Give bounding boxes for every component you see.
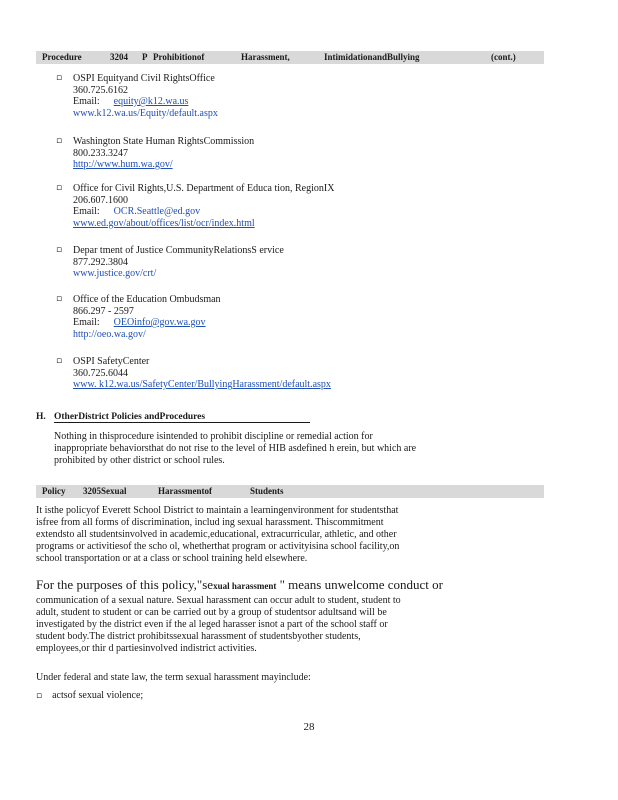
section-title: OtherDistrict Policies andProcedures bbox=[54, 412, 310, 423]
bullet-icon: ▫ bbox=[56, 245, 63, 255]
procedure-title-part: Harassment, bbox=[241, 52, 290, 62]
contact-name: Depar tment of Justice CommunityRelationsS ervice bbox=[73, 245, 284, 256]
paragraph-line: communication of a sexual nature. Sexual harassment can occur adult to student, student to bbox=[36, 595, 401, 606]
paragraph-line: Nothing in thisprocedure isintended to prohibit discipline or remedial action for bbox=[54, 431, 373, 442]
contact-name: Office for Civil Rights,U.S. Department of Educa tion, RegionIX bbox=[73, 183, 335, 194]
contact-phone: 800.233.3247 bbox=[73, 147, 128, 159]
procedure-cont: (cont.) bbox=[491, 52, 516, 62]
bullet-icon: ▫ bbox=[56, 73, 63, 83]
paragraph-line: prohibited by other district or school rules. bbox=[54, 455, 225, 466]
policy-header-bar bbox=[36, 485, 544, 498]
contact-name: Washington State Human RightsCommission bbox=[73, 136, 255, 147]
bullet-icon: ▫ bbox=[56, 136, 63, 146]
procedure-number: 3204 bbox=[110, 52, 128, 62]
email-link[interactable]: equity@k12.wa.us bbox=[113, 96, 189, 107]
contact-name: OSPI SafetyCenter bbox=[73, 356, 150, 367]
policy-paragraph bbox=[36, 505, 536, 565]
paragraph-line: investigated by the district even if the al leged harasser isnot a part of the school staff or bbox=[36, 619, 388, 630]
website-link[interactable]: http://www.hum.wa.gov/ bbox=[73, 159, 173, 170]
paragraph-line: extendsto all studentsinvolved in academic,educational, extracurricular, athletic, and other bbox=[36, 529, 397, 540]
paragraph-line: It isthe policyof Everett School District to maintain a learningenvironment for studentsthat bbox=[36, 505, 399, 516]
bullet-icon: ▫ bbox=[56, 183, 63, 193]
bullet-icon: ▫ bbox=[56, 294, 63, 304]
website-link[interactable]: www. k12.wa.us/SafetyCenter/BullyingHarassment/default.aspx bbox=[73, 379, 331, 390]
email-link[interactable]: OEOinfo@gov.wa.gov bbox=[113, 317, 206, 328]
contact-phone: 877.292.3804 bbox=[73, 256, 128, 268]
policy-paragraph-include bbox=[36, 672, 536, 684]
procedure-header-bar bbox=[36, 51, 544, 64]
contact-phone: 360.725.6044 bbox=[73, 367, 128, 379]
policy-definition-paragraph bbox=[36, 579, 536, 655]
definition-lead: For the purposes of this policy,"se bbox=[36, 577, 214, 592]
list-item bbox=[36, 690, 336, 702]
list-item-text: actsof sexual violence; bbox=[52, 690, 144, 701]
procedure-prefix: P bbox=[142, 52, 148, 62]
policy-label: Policy bbox=[42, 486, 66, 496]
email-label: Email: bbox=[73, 206, 100, 217]
page-number: 28 bbox=[303, 721, 315, 733]
email-link[interactable]: OCR.Seattle@ed.gov bbox=[113, 206, 201, 217]
policy-number: 3205Sexual bbox=[83, 486, 127, 496]
bullet-icon: ▫ bbox=[36, 691, 43, 701]
contact-name: OSPI Equityand Civil RightsOffice bbox=[73, 73, 215, 84]
paragraph-line: programs or activitiesof the scho ol, whetherthat program or activityisina school facility,on bbox=[36, 541, 400, 552]
email-label: Email: bbox=[73, 96, 100, 107]
policy-title-part: Harassmentof bbox=[158, 486, 212, 496]
procedure-title-part: IntimidationandBullying bbox=[324, 52, 420, 62]
paragraph-line: school transportation or at a class or school training held elsewhere. bbox=[36, 553, 308, 564]
procedure-label: Procedure bbox=[42, 52, 82, 62]
contact-phone: 360.725.6162 bbox=[73, 84, 128, 96]
website-link[interactable]: www.justice.gov/crt/ bbox=[73, 268, 157, 279]
section-letter: H. bbox=[36, 412, 46, 422]
paragraph-line: adult, student to student or can be carried out by a group of studentsor adultsand will be bbox=[36, 607, 387, 618]
definition-tail: " means unwelcome conduct or bbox=[276, 577, 443, 592]
website-link[interactable]: www.ed.gov/about/offices/list/ocr/index.html bbox=[73, 217, 255, 229]
contact-phone: 866.297 - 2597 bbox=[73, 305, 134, 317]
paragraph-line: student body.The district prohibitssexual harassment of studentsbyother students, bbox=[36, 631, 361, 642]
policy-title-part: Students bbox=[250, 486, 284, 496]
contact-name: Office of the Education Ombudsman bbox=[73, 294, 221, 305]
bullet-icon: ▫ bbox=[56, 356, 63, 366]
definition-term: xual harassment bbox=[213, 581, 277, 591]
section-h-paragraph bbox=[54, 431, 534, 467]
paragraph-line: inappropriate behaviorsthat do not rise to the level of HIB asdefined h erein, but which are bbox=[54, 443, 417, 454]
section-h-heading bbox=[36, 412, 206, 422]
contact-phone: 206.607.1600 bbox=[73, 194, 128, 206]
paragraph-line: employees,or thir d partiesinvolved indistrict activities. bbox=[36, 643, 257, 654]
website-link[interactable]: www.k12.wa.us/Equity/default.aspx bbox=[73, 107, 218, 119]
email-label: Email: bbox=[73, 317, 100, 328]
procedure-title-part: Prohibitionof bbox=[153, 52, 205, 62]
website-link[interactable]: http://oeo.wa.gov/ bbox=[73, 328, 146, 340]
paragraph-line: isfree from all forms of discrimination, includ ing sexual harassment. Thiscommitment bbox=[36, 517, 384, 528]
paragraph-line: Under federal and state law, the term sexual harassment mayinclude: bbox=[36, 672, 311, 683]
